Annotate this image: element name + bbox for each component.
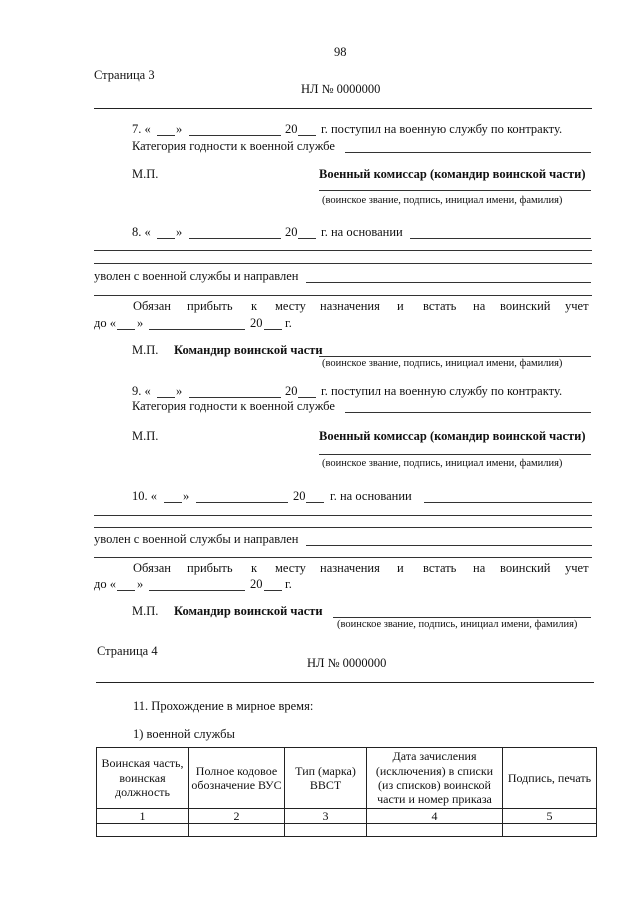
item8-obliged-w7: встать — [423, 299, 457, 313]
item10-obliged-w4: месту — [275, 561, 306, 575]
item7-day-field[interactable] — [157, 135, 175, 136]
item7-text: г. поступил на военную службу по контракту. — [321, 122, 563, 136]
item9-text: г. поступил на военную службу по контракту. — [321, 384, 563, 398]
page3-divider — [94, 108, 592, 109]
item7-year-field[interactable] — [298, 135, 316, 136]
item9-month-field[interactable] — [189, 397, 281, 398]
item7-commissar-title: Военный комиссар (командир воинской части) — [319, 167, 586, 181]
item10-year-field[interactable] — [306, 502, 324, 503]
item9-category-label: Категория годности к военной службе — [132, 399, 335, 413]
item10-obliged-w7: встать — [423, 561, 457, 575]
item9-year-field[interactable] — [298, 397, 316, 398]
item10-obliged-w8: на — [473, 561, 486, 575]
header-signature-seal: Подпись, печать — [503, 748, 597, 809]
item10-dismissed-line2[interactable] — [94, 557, 592, 558]
item10-until-day-field[interactable] — [117, 590, 135, 591]
item8-number: 8. « — [132, 225, 151, 239]
item8-dismissed-label: уволен с военной службы и направлен — [94, 269, 299, 283]
item9-category-field[interactable] — [345, 412, 591, 413]
item10-basis-line2[interactable] — [94, 515, 592, 516]
item10-obliged-w5: назначения — [320, 561, 380, 575]
table-col-number: 4 — [367, 809, 503, 824]
table-col-number: 5 — [503, 809, 597, 824]
header-enrollment-date: Дата зачисления (исключения) в списки (из списков) воинской части и номер приказа — [367, 748, 503, 809]
item9-signature-caption: (воинское звание, подпись, инициал имени, фамилия) — [322, 458, 563, 469]
item7-mp: М.П. — [132, 167, 159, 181]
item8-mp: М.П. — [132, 343, 159, 357]
item10-until-close: » — [137, 577, 144, 591]
item10-obliged-w2: прибыть — [187, 561, 233, 575]
table-header-row — [97, 748, 597, 809]
item10-year: 20 — [293, 489, 306, 503]
subsection1-title: 1) военной службы — [133, 727, 235, 741]
item8-text: г. на основании — [321, 225, 403, 239]
table-cell[interactable] — [285, 824, 367, 837]
item7-month-field[interactable] — [189, 135, 281, 136]
item7-close-quote: » — [176, 122, 183, 136]
item8-year-field[interactable] — [298, 238, 316, 239]
item10-dismissed-field[interactable] — [306, 545, 592, 546]
item8-dismissed-line2[interactable] — [94, 295, 592, 296]
header-vvst-type: Тип (марка) ВВСТ — [285, 748, 367, 809]
page4-nl-number: НЛ № 0000000 — [307, 656, 387, 670]
table-cell[interactable] — [503, 824, 597, 837]
item8-obliged-w10: учет — [565, 299, 589, 313]
table-cell[interactable] — [97, 824, 189, 837]
item9-commissar-title: Военный комиссар (командир воинской части) — [319, 429, 586, 443]
item8-until-year-field[interactable] — [264, 329, 282, 330]
item8-until-month-field[interactable] — [149, 329, 245, 330]
header-military-unit: Воинская часть, воинская должность — [97, 748, 189, 809]
page3-label: Страница 3 — [94, 68, 155, 82]
item10-until-g: г. — [285, 577, 292, 591]
item9-signature-field[interactable] — [319, 454, 591, 455]
item8-basis-line3[interactable] — [94, 263, 592, 264]
item8-month-field[interactable] — [189, 238, 281, 239]
item8-obliged-w9: воинский — [500, 299, 551, 313]
item10-basis-line3[interactable] — [94, 527, 592, 528]
item7-year: 20 — [285, 122, 298, 136]
item8-until-g: г. — [285, 316, 292, 330]
table-cell[interactable] — [189, 824, 285, 837]
item10-commander-title: Командир воинской части — [174, 604, 323, 618]
item9-day-field[interactable] — [157, 397, 175, 398]
item8-until-day-field[interactable] — [117, 329, 135, 330]
item10-signature-caption: (воинское звание, подпись, инициал имени, фамилия) — [337, 619, 578, 630]
item10-until-year: 20 — [250, 577, 263, 591]
item8-obliged-w8: на — [473, 299, 486, 313]
item8-signature-caption: (воинское звание, подпись, инициал имени, фамилия) — [322, 358, 563, 369]
item8-until-year: 20 — [250, 316, 263, 330]
item9-year: 20 — [285, 384, 298, 398]
item10-month-field[interactable] — [196, 502, 288, 503]
item10-until-month-field[interactable] — [149, 590, 245, 591]
item8-dismissed-field[interactable] — [306, 282, 591, 283]
item10-obliged-w10: учет — [565, 561, 589, 575]
page4-divider — [96, 682, 594, 683]
item8-year: 20 — [285, 225, 298, 239]
item7-category-field[interactable] — [345, 152, 591, 153]
item10-until-prefix: до « — [94, 577, 116, 591]
table-cell[interactable] — [367, 824, 503, 837]
item8-until-prefix: до « — [94, 316, 116, 330]
item8-until-close: » — [137, 316, 144, 330]
item10-basis-field[interactable] — [424, 502, 592, 503]
section11-title: 11. Прохождение в мирное время: — [133, 699, 314, 713]
item8-basis-field[interactable] — [410, 238, 591, 239]
item8-commander-title: Командир воинской части — [174, 343, 323, 357]
item7-category-label: Категория годности к военной службе — [132, 139, 335, 153]
item10-signature-field[interactable] — [333, 617, 591, 618]
item10-until-year-field[interactable] — [264, 590, 282, 591]
item10-obliged-w1: Обязан — [133, 561, 172, 575]
military-service-table — [96, 747, 597, 837]
item10-dismissed-label: уволен с военной службы и направлен — [94, 532, 299, 546]
item8-close-quote: » — [176, 225, 183, 239]
item7-signature-caption: (воинское звание, подпись, инициал имени, фамилия) — [322, 195, 563, 206]
item8-obliged-w5: назначения — [320, 299, 380, 313]
item8-basis-line2[interactable] — [94, 250, 592, 251]
item10-obliged-w9: воинский — [500, 561, 551, 575]
item8-obliged-w4: месту — [275, 299, 306, 313]
table-row[interactable] — [97, 824, 597, 837]
item9-close-quote: » — [176, 384, 183, 398]
item7-signature-field[interactable] — [319, 190, 591, 191]
item9-mp: М.П. — [132, 429, 159, 443]
page-number: 98 — [334, 45, 347, 59]
item8-obliged-w6: и — [397, 299, 404, 313]
item9-number: 9. « — [132, 384, 151, 398]
item10-obliged-w3: к — [251, 561, 258, 575]
header-vus-code: Полное кодовое обозначение ВУС — [189, 748, 285, 809]
page3-nl-number: НЛ № 0000000 — [301, 82, 381, 96]
item10-number: 10. « — [132, 489, 157, 503]
item7-number: 7. « — [132, 122, 151, 136]
item10-mp: М.П. — [132, 604, 159, 618]
item8-obliged-w2: прибыть — [187, 299, 233, 313]
table-col-number: 2 — [189, 809, 285, 824]
item8-obliged-w3: к — [251, 299, 258, 313]
table-number-row — [97, 809, 597, 824]
table-col-number: 3 — [285, 809, 367, 824]
item8-obliged-w1: Обязан — [133, 299, 172, 313]
table-col-number: 1 — [97, 809, 189, 824]
item10-obliged-w6: и — [397, 561, 404, 575]
item10-text: г. на основании — [330, 489, 412, 503]
item8-signature-field[interactable] — [319, 356, 591, 357]
item8-day-field[interactable] — [157, 238, 175, 239]
item10-day-field[interactable] — [164, 502, 182, 503]
page4-label: Страница 4 — [97, 644, 158, 658]
item10-close-quote: » — [183, 489, 190, 503]
